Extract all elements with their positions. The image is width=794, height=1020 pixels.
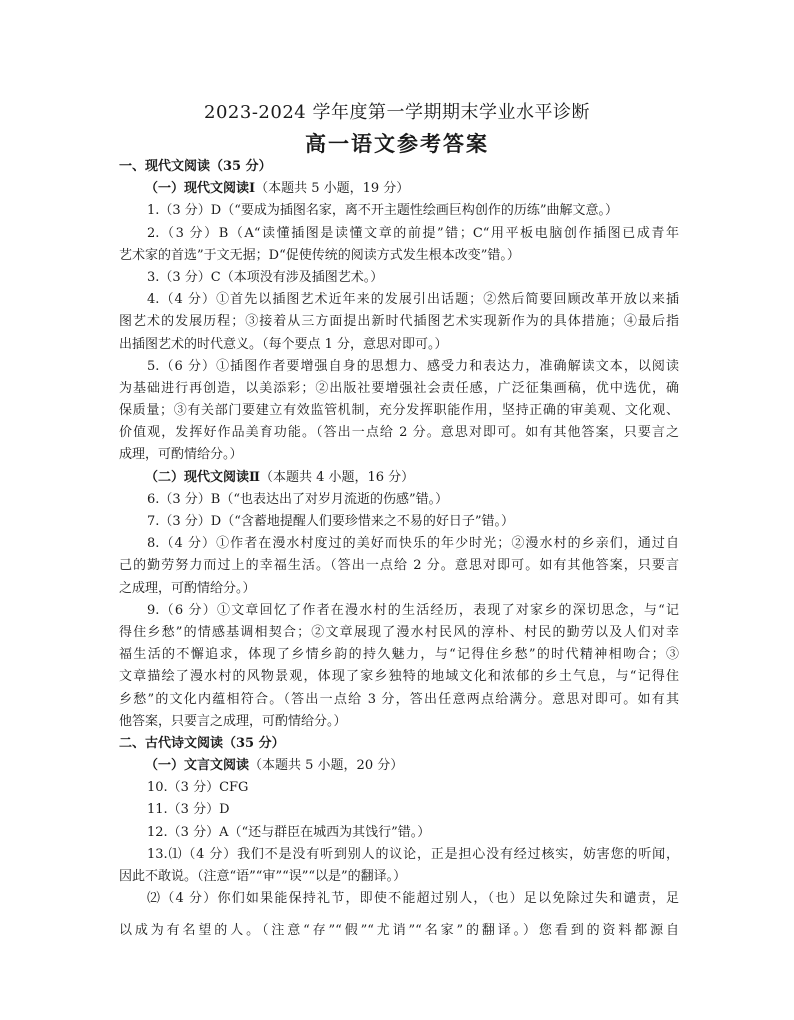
document-title: 2023-2024 学年度第一学期期末学业水平诊断: [204, 102, 590, 123]
subsection-title: （一）现代文阅读Ⅰ: [145, 181, 256, 197]
subsection-note: （本题共 5 小题，20 分）: [249, 758, 404, 774]
answer-line: 9.（6 分）①文章回忆了作者在漫水村的生活经历，表现了对家乡的深切思念，与“记: [147, 602, 679, 618]
answer-line: 之成理，可酌情给分。）: [119, 580, 256, 596]
answer-line: 他答案，只要言之成理，可酌情给分。）: [119, 713, 347, 729]
answer-line: ⑵（4 分）你们如果能保持礼节，即使不能超过别人，（也）足以免除过失和谴责，足: [147, 891, 679, 907]
subsection-heading: [119, 178, 679, 200]
subsection-note: （本题共 4 小题，16 分）: [259, 469, 415, 485]
answer-line: 1.（3 分）D（“要成为插图名家，离不开主题性绘画巨构创作的历练”曲解文意。）: [147, 203, 619, 219]
answer-line: 5.（6 分）①插图作者要增强自身的思想力、感受力和表达力，准确解读文本，以阅读: [147, 358, 679, 374]
answer-line: 得住乡愁”的情感基调相契合；②文章展现了漫水村民风的淳朴、村民的勤劳以及人们对幸: [119, 624, 679, 640]
subsection-title: （一）文言文阅读: [145, 758, 250, 774]
subsection-heading: [119, 467, 679, 489]
answer-line: 6.（3 分）B（“也表达出了对岁月流逝的伤感”错。）: [147, 491, 449, 507]
answer-line: 己的勤劳努力而过上的幸福生活。（答出一点给 2 分。意思对即可。如有其他答案，只要言: [119, 558, 679, 574]
answer-line: 福生活的不懈追求，体现了乡情乡韵的持久魅力，与“记得住乡愁”的时代精神相吻合；③: [119, 647, 679, 663]
subsection-title: （二）现代文阅读Ⅱ: [145, 469, 260, 485]
answer-line: 10.（3 分）CFG: [147, 780, 249, 796]
answer-line: 成理，可酌情给分。）: [119, 447, 243, 463]
answer-line: 出插图艺术的时代意义。（每个要点 1 分，意思对即可。）: [119, 336, 448, 352]
answer-line: 2.（3 分）B（A“读懂插图是读懂文章的前提”错；C“用平板电脑创作插图已成青年: [147, 225, 679, 241]
subsection-note: （本题共 5 小题，19 分）: [255, 181, 410, 197]
answer-line: 7.（3 分）D（“含蓄地提醒人们要珍惜来之不易的好日子”错。）: [147, 514, 515, 529]
answer-line: 因此不敢说。（注意“语”“审”“误”“以是”的翻译。）: [119, 869, 407, 884]
answer-line: 为基础进行再创造，以美添彩；②出版社要增强社会责任感，广泛征集画稿，优中选优，确: [119, 380, 679, 396]
answer-body: [119, 156, 679, 943]
answer-line: 价值观，发挥好作品美育功能。（答出一点给 2 分。意思对即可。如有其他答案，只要言之: [119, 425, 679, 441]
answer-line: 12.（3 分）A（“还与群臣在城西为其饯行”错。）: [147, 824, 431, 840]
answer-line: 图艺术的发展历程；③接着从三方面提出新时代插图艺术实现新作为的具体措施；④最后指: [119, 314, 679, 330]
answer-line: 11.（3 分）D: [147, 802, 230, 818]
section-heading: 一、现代文阅读（35 分）: [119, 159, 272, 174]
answer-line: 乡愁”的文化内蕴相符合。（答出一点给 3 分，答出任意两点给满分。意思对即可。如有其: [119, 691, 679, 707]
answer-line: 保质量；③有关部门要建立有效监管机制，充分发挥职能作用，坚持正确的审美观、文化观、: [119, 403, 679, 419]
answer-line: 以成为有名望的人。（注意“存”“假”“尤诮”“名家”的翻译。）您看到的资料都源自: [119, 923, 679, 939]
section-heading: 二、古代诗文阅读（35 分）: [119, 735, 285, 751]
answer-line: 8.（4 分）①作者在漫水村度过的美好而快乐的年少时光；②漫水村的乡亲们，通过自: [147, 536, 679, 552]
answer-line: 3.（3 分）C（本项没有涉及插图艺术。）: [147, 269, 384, 285]
answer-line: 13.⑴（4 分）我们不是没有听到别人的议论，正是担心没有经过核实，妨害您的听闻，: [147, 846, 679, 862]
subsection-heading: [119, 755, 679, 777]
answer-line: 文章描绘了漫水村的风物景观，体现了家乡独特的地域文化和浓郁的乡土气息，与“记得住: [119, 669, 679, 685]
answer-line: 艺术家的首选”于文无据；D“促使传统的阅读方式发生根本改变”错。）: [119, 247, 520, 263]
answer-line: 4.（4 分）①首先以插图艺术近年来的发展引出话题；②然后简要回顾改革开放以来插: [147, 292, 679, 308]
document-subtitle: 高一语文参考答案: [305, 131, 489, 156]
spacer: [119, 910, 679, 920]
